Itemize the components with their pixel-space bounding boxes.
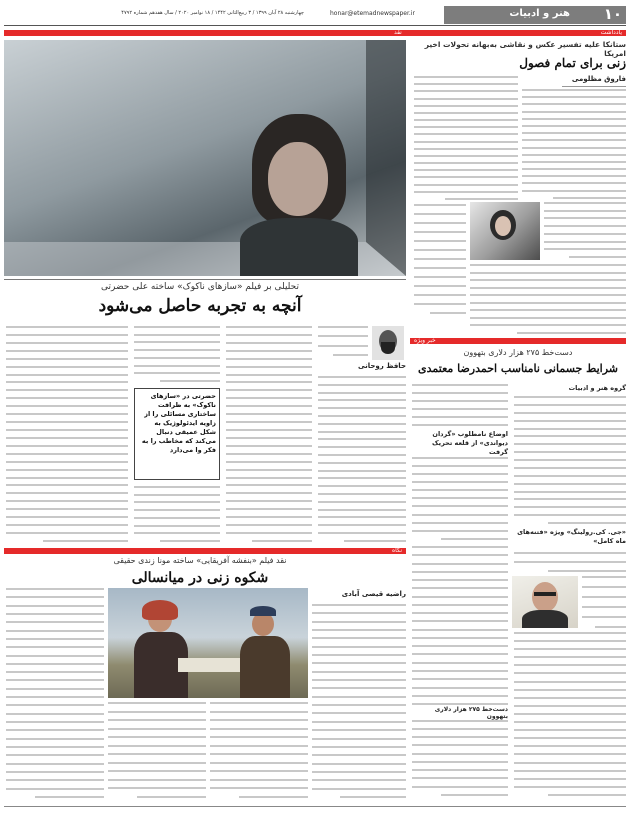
page-number: ۱۰ bbox=[603, 5, 622, 23]
main-article-col1 bbox=[318, 326, 368, 356]
mid-right-band bbox=[410, 338, 626, 344]
news2-kicker: دست‌خط ۲۷۵ هزار دلاری بتهوون bbox=[412, 706, 508, 716]
right-article-author: فاروق مظلومی bbox=[571, 75, 626, 83]
footer-rule bbox=[4, 806, 626, 807]
right-article-photo bbox=[470, 202, 540, 260]
sidebar-news-item1: اوضاع نامطلوب «گردان دیواندی» از قلعه تحریک گرفت bbox=[412, 430, 508, 454]
right-article-text-col3 bbox=[544, 202, 626, 258]
left-figure-scarf bbox=[142, 600, 178, 620]
bottom-article-author: راضیه قیصی آبادی bbox=[341, 590, 406, 598]
news1-col-left bbox=[412, 384, 508, 540]
main-article-kicker: تحلیلی بر فیلم «سازهای ناکوک» ساخته علی حضرتی bbox=[101, 282, 299, 292]
author-divider bbox=[562, 86, 626, 87]
right-article-headline: زنی برای تمام فصول bbox=[519, 56, 626, 70]
bottom-article-col-mid2 bbox=[210, 702, 308, 798]
man-head-shape bbox=[532, 582, 558, 612]
bottom-article-col-mid bbox=[108, 702, 206, 798]
sidebar-news-text3 bbox=[582, 576, 626, 628]
man-suit-shape bbox=[522, 610, 568, 628]
right-figure-body bbox=[240, 636, 290, 698]
header-rule bbox=[4, 25, 626, 26]
right-article-text-col1 bbox=[522, 89, 626, 199]
bottom-band bbox=[4, 548, 406, 554]
main-article-author: حافظ روحانی bbox=[358, 362, 406, 370]
pull-quote-text: حضرتی در «سازهای ناکوک» به ظرافت ساختاری مسائلی را از زاویه ایدئولوژیک به شکل عمیقی دنبال می‌کند که مخاطب را به فکر وا می‌دارد bbox=[141, 392, 216, 454]
bottom-article-col-left bbox=[6, 588, 104, 798]
band-label-left: نقد bbox=[394, 29, 402, 36]
bottom-band-label: نگاه bbox=[392, 547, 402, 554]
news1-col-left-2 bbox=[412, 546, 508, 796]
avatar-beard-shape bbox=[381, 342, 395, 354]
main-article-col1b bbox=[318, 376, 406, 542]
portrait-face-shape bbox=[495, 216, 511, 236]
man-glasses-shape bbox=[534, 592, 556, 596]
woman-face-shape bbox=[268, 142, 328, 216]
mid-band-label: خبر ویژه bbox=[414, 337, 436, 344]
top-band bbox=[4, 30, 626, 36]
bottom-article-col-right bbox=[312, 604, 406, 798]
bottom-article-photo bbox=[108, 588, 308, 698]
right-article-text-col2 bbox=[414, 76, 518, 200]
issue-date-line: چهارشنبه ۲۸ آبان ۱۳۹۹ / ۳ ربیع‌الثانی ۱۴۴۲ / ۱۸ نوامبر ۲۰۲۰ / سال هفدهم شماره ۴۷۹۲ bbox=[121, 10, 304, 16]
news1-kicker: دست‌خط ۲۷۵ هزار دلاری بتهوون bbox=[463, 348, 573, 357]
bottom-article-headline: شکوه زنی در میانسالی bbox=[131, 570, 269, 586]
sidebar-news-item2: «جی. کی.رولینگ» ویژه «فتنه‌های ماه کامل» bbox=[517, 528, 626, 545]
main-article-col3-bottom bbox=[134, 486, 220, 542]
email-address[interactable]: honar@etemadnewspaper.ir bbox=[330, 10, 415, 17]
sidebar-news-text1 bbox=[514, 396, 626, 524]
main-article-pull-quote bbox=[134, 388, 220, 480]
right-article-text-col4 bbox=[414, 204, 466, 314]
band-label-right: یادداشت bbox=[600, 29, 622, 36]
right-article-text-col5 bbox=[470, 264, 626, 334]
sidebar-news-title: گروه هنر و ادبیات bbox=[568, 384, 626, 392]
main-article-headline: آنچه به تجربه حاصل می‌شود bbox=[98, 296, 302, 316]
main-article-photo bbox=[4, 40, 406, 276]
main-article-rule bbox=[4, 279, 406, 280]
author-avatar bbox=[372, 326, 404, 360]
bottom-article-kicker: نقد فیلم «بنفشه آفریقایی» ساخته مونا زندی حقیقی bbox=[113, 556, 287, 565]
main-article-col2 bbox=[226, 326, 312, 542]
main-article-col3-top bbox=[134, 326, 220, 382]
main-article-col4 bbox=[6, 326, 128, 542]
sidebar-news-text2 bbox=[514, 552, 626, 572]
right-figure-cap bbox=[250, 606, 276, 616]
right-article-kicker: ستانکا علیه تفسیر عکس و نقاشی به‌بهانه تحولات اخیر امریکا bbox=[424, 40, 626, 58]
woman-coat-shape bbox=[240, 218, 358, 276]
sidebar-news-text4 bbox=[514, 632, 626, 796]
news-portrait-photo bbox=[512, 576, 578, 628]
news1-headline: شرایط جسمانی نامناسب احمدرضا معتمدی bbox=[418, 362, 618, 375]
section-title: هنر و ادبیات bbox=[509, 8, 570, 19]
